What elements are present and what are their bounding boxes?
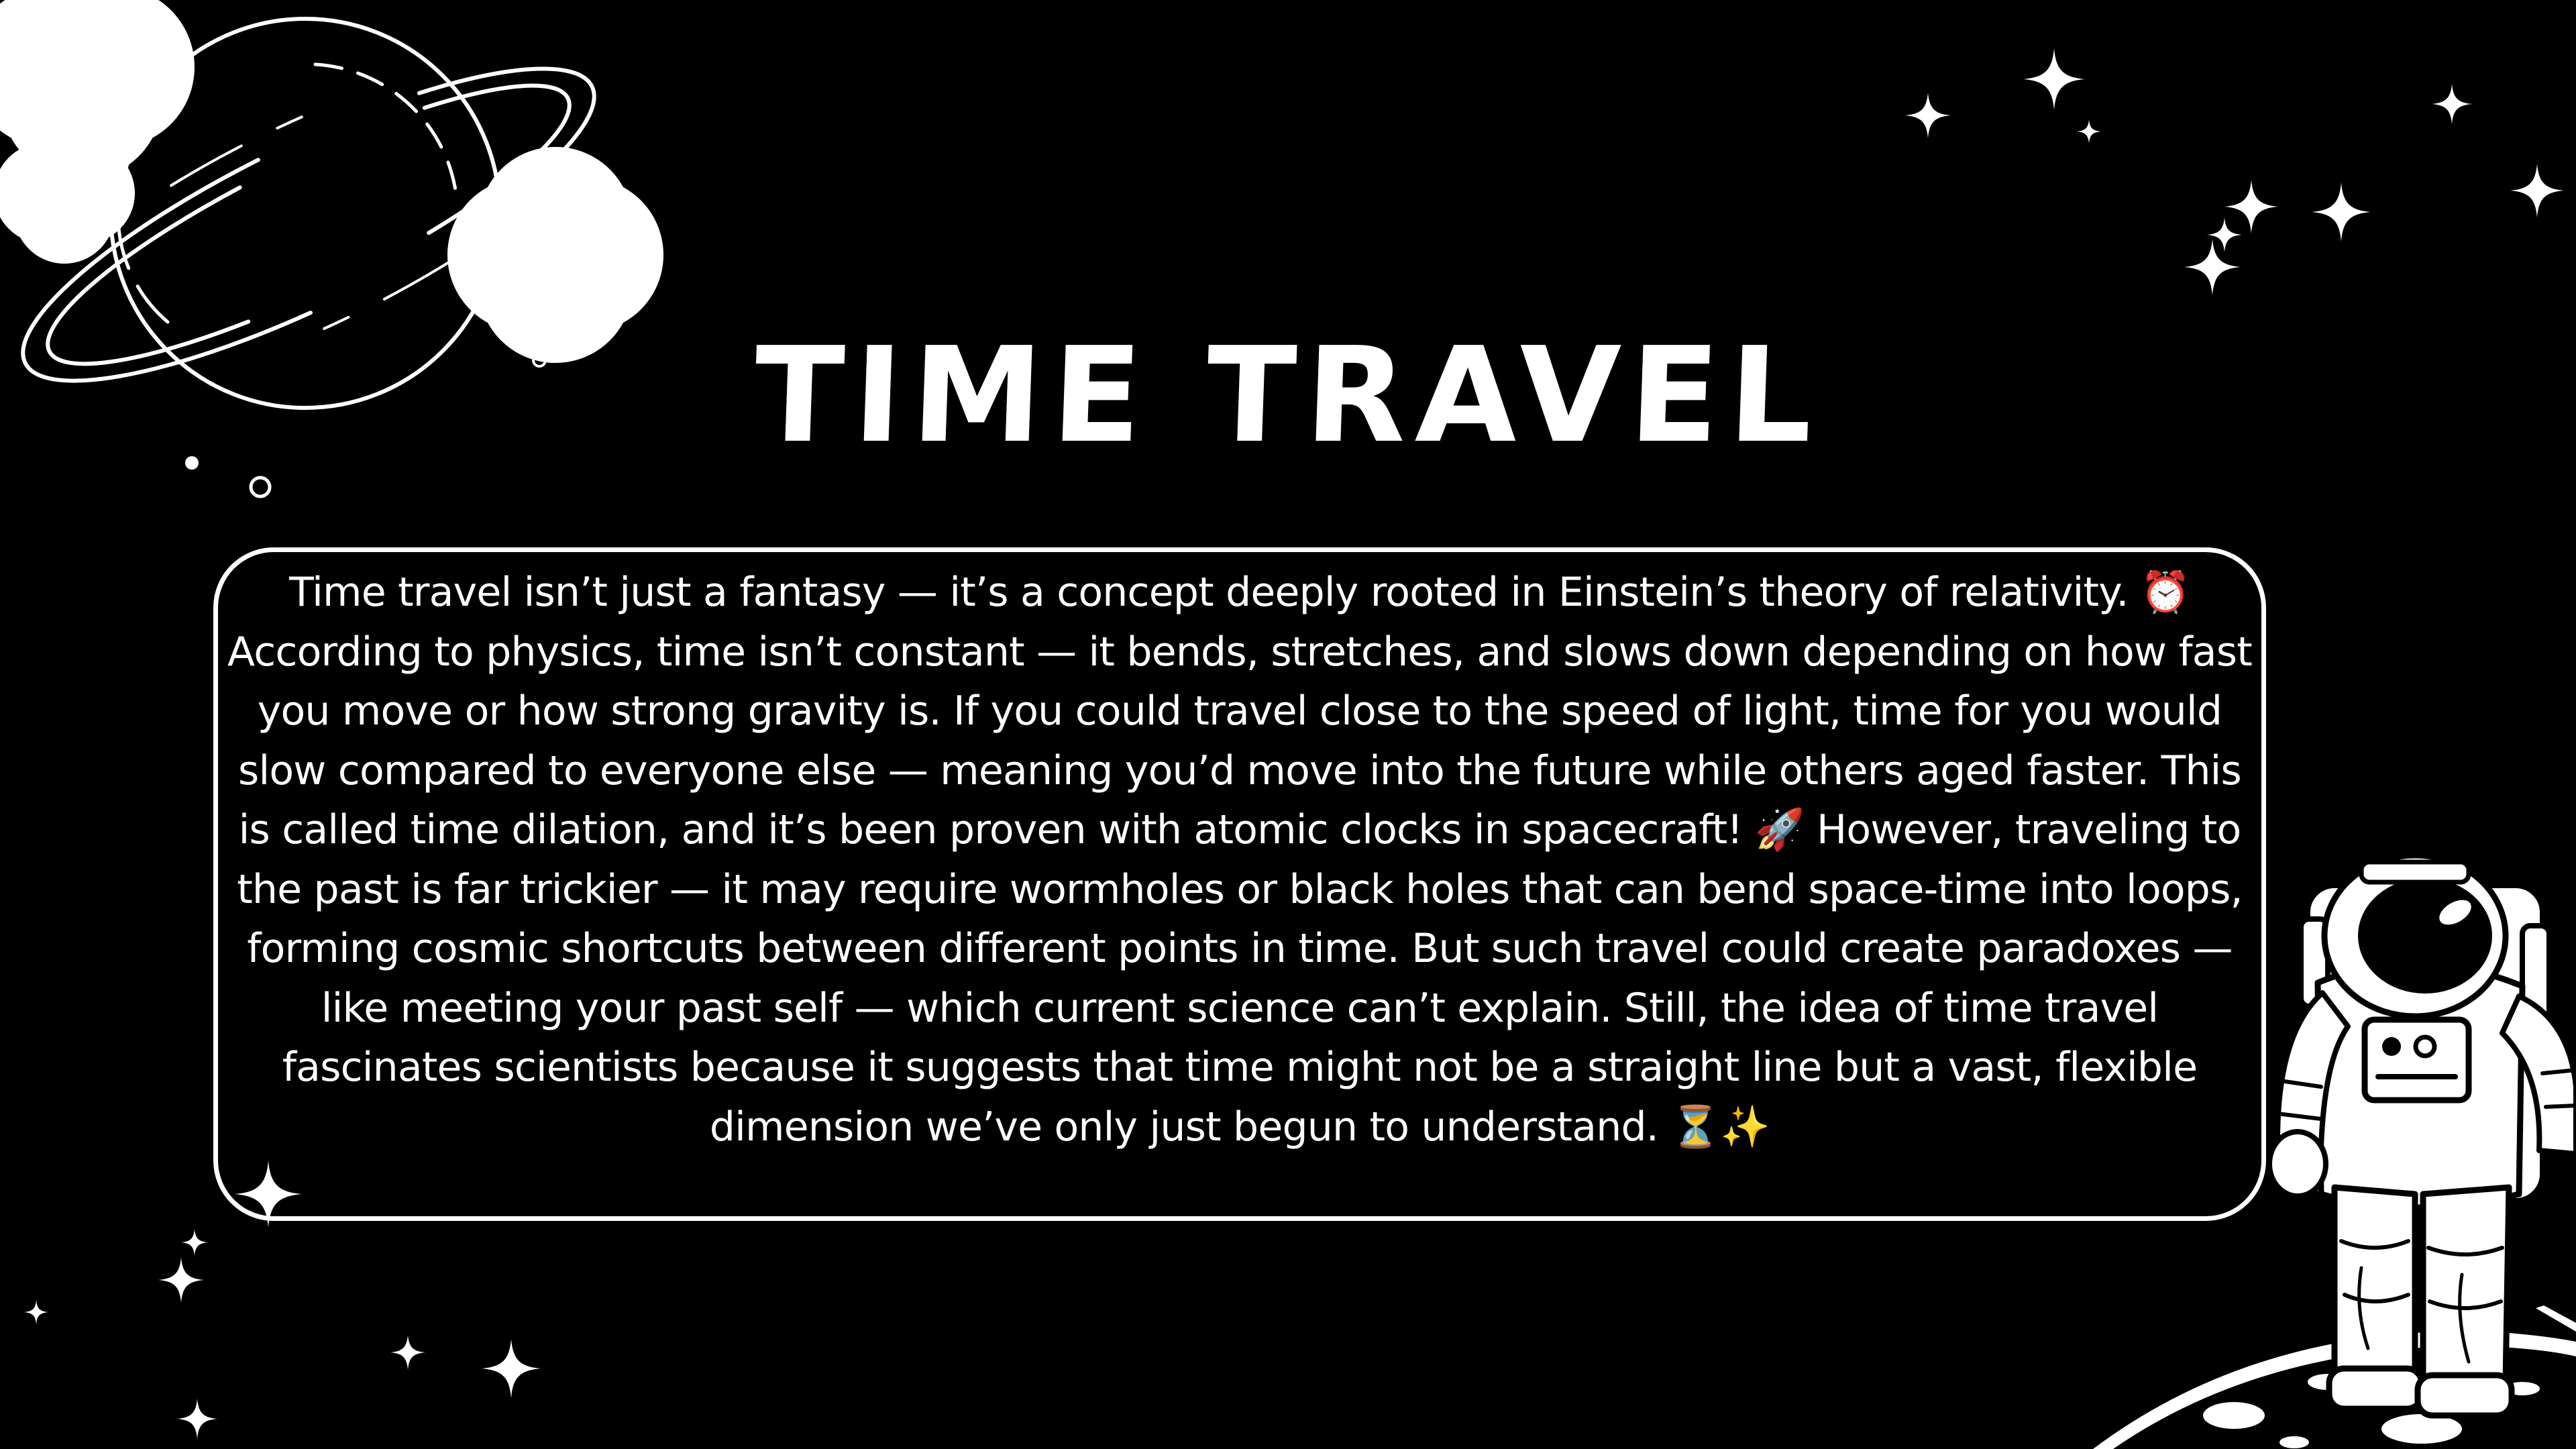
astronaut-icon [2269,855,2576,1415]
page-title: TIME TRAVEL [751,319,1825,472]
text-box [213,547,2266,1221]
sparkle-star-icon [1905,48,2564,295]
body-paragraph: Time travel isn’t just a fantasy — it’s a concept deeply rooted in Einstein’s theory of relativity. ⏰ According to physics, time isn’t constant — it bends, stretches, and slows down depending on how fast you move or how strong gravity is. If you could travel close to the speed of light, time for you would slow compared to everyone else — meaning you’d move into the future while others aged faster. This is called time dilation, and it’s been proven with atomic clocks in spacecraft! 🚀 However, traveling to the past is far trickier — it may require wormholes or black holes that can bend space-time into loops, forming cosmic shortcuts between different points in time. But such travel could create paradoxes — like meeting your past self — which current science can’t explain. Still, the idea of time travel fascinates scientists because it suggests that time might not be a straight line but a vast, flexible dimension we’ve only just begun to understand. ⏳✨ [227,569,2252,1150]
